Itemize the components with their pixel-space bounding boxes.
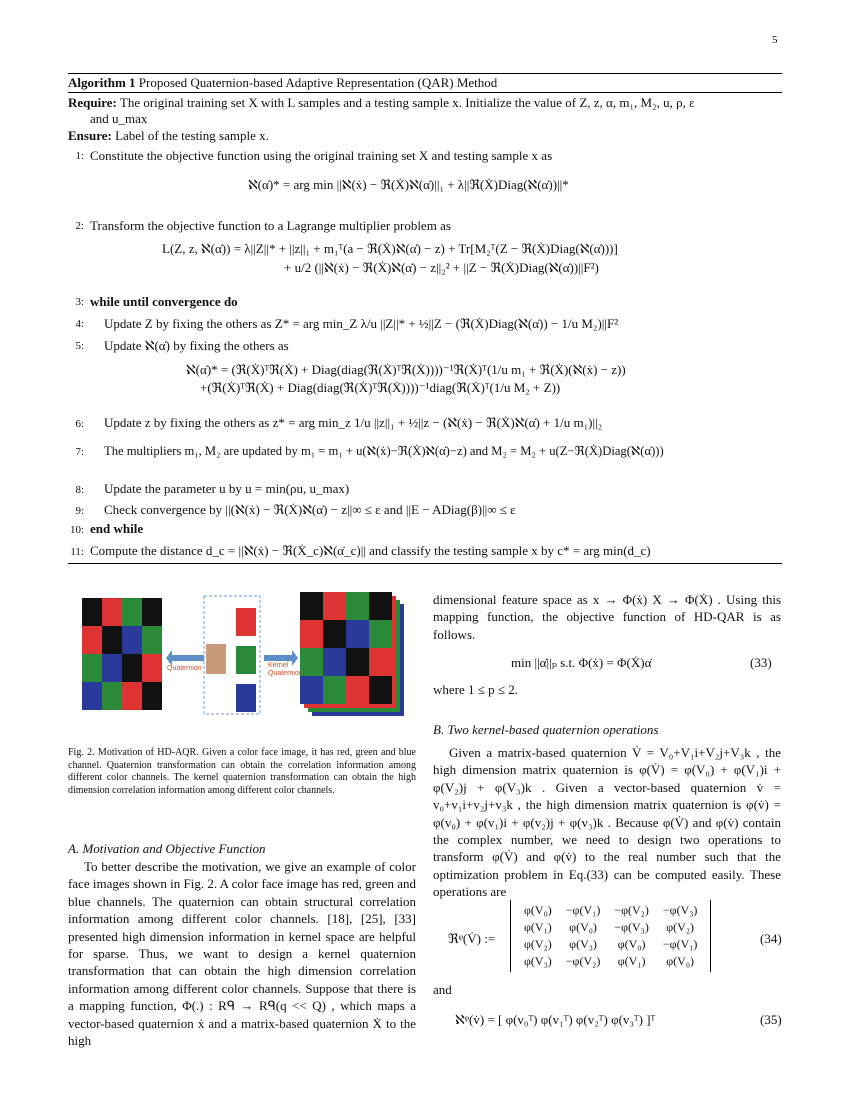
matrix-cell: φ(V₀): [524, 903, 552, 917]
figure-caption: Fig. 2. Motivation of HD-AQR. Given a color face image, it has red, green and blue channel. Quaternion transformation can obtain the correlation information among different color channels. The kernel quaternion transformation can obtain the high dimension correlation information among different color channels.: [68, 747, 416, 796]
matrix-cell: −φ(V₂): [614, 903, 649, 917]
matrix-cell: φ(V₁): [524, 920, 552, 934]
algorithm-label: Algorithm 1: [68, 75, 136, 90]
matrix-cell: −φ(V₃): [614, 920, 649, 934]
algorithm-bottom-rule: [68, 563, 782, 564]
figure-illustration: [80, 592, 410, 717]
matrix-cell: φ(V₂): [524, 937, 552, 951]
require-label: Require:: [68, 95, 117, 110]
matrix-cell: φ(V₃): [569, 937, 597, 951]
equation-33: min ||α̇||ₚ s.t. Φ(ẋ) = Φ(Ẋ)α̇: [511, 655, 652, 670]
equation-lagrange-2: + u/2 (||ℵ(ẋ) − ℜ(Ẋ)ℵ(α̇) − z||₂² + ||Z − ℜ(Ẋ)Diag(ℵ(α̇))||F²): [284, 260, 599, 275]
ensure-label: Ensure:: [68, 128, 112, 143]
step-number: 1:: [75, 150, 84, 162]
algorithm-mid-rule: [68, 92, 782, 93]
color-face-grid: [82, 598, 162, 710]
matrix-cell: φ(V₀): [666, 954, 695, 968]
step-text: Check convergence by ||(ℵ(ẋ) − ℜ(Ẋ)ℵ(α̇) − z||∞ ≤ ε and ||E − ADiag(β)||∞ ≤ ε: [104, 502, 516, 517]
matrix-cell: φ(V₃): [524, 954, 552, 968]
step-text: Compute the distance d_c = ||ℵ(ẋ) − ℜ(Ẋ_c)ℵ(α̇_c)|| and classify the testing sample x by c* = arg min(d_c): [90, 543, 651, 558]
step-number: 2:: [75, 220, 84, 232]
matrix-cell: φ(V₁): [617, 954, 646, 968]
page-number: 5: [772, 34, 778, 46]
algorithm-title: [68, 75, 497, 91]
ensure-line: [68, 128, 269, 144]
step-text: Transform the objective function to a Lagrange multiplier problem as: [90, 218, 451, 233]
step-text: Constitute the objective function using the original training set X and testing sample x as: [90, 148, 553, 163]
require-line-2: and u_max: [90, 111, 148, 126]
matrix-cell: φ(V₂): [666, 920, 695, 934]
step-number: 9:: [75, 505, 84, 517]
matrix-cell: −φ(V₃): [662, 903, 698, 917]
step-number: 7:: [75, 446, 84, 458]
equation-35: ℵᵠ(v̇) = [ φ(v₀ᵀ) φ(v₁ᵀ) φ(v₂ᵀ) φ(v₃ᵀ) ]ᵀ: [455, 1012, 656, 1027]
matrix-cell: −φ(V₁): [662, 937, 698, 951]
step-while: while until convergence do: [90, 294, 238, 309]
step-text: Update ℵ(α̇) by fixing the others as: [104, 338, 289, 353]
step-text: Update z by fixing the others as z* = arg min_z 1/u ||z||₁ + ½||z − (ℵ(ẋ) − ℜ(Ẋ)ℵ(α̇) + 1/u m₁)||₂: [104, 415, 603, 430]
green-channel: [236, 646, 256, 674]
equation-34-matrix: [510, 900, 711, 972]
equation-34-lhs: ℜᵠ(V̇) :=: [448, 931, 496, 946]
step-number: 3:: [75, 296, 84, 308]
matrix-cell: −φ(V₁): [565, 903, 601, 917]
matrix-cell: φ(V₀): [617, 937, 646, 951]
equation-objective: ℵ(α̇)* = arg min ||ℵ(ẋ) − ℜ(Ẋ)ℵ(α̇)||₁ + λ||ℜ(Ẋ)Diag(ℵ(α̇))||*: [248, 177, 569, 192]
where-clause: where 1 ≤ p ≤ 2.: [433, 682, 519, 697]
require-line: [68, 95, 695, 111]
step-number: 10:: [69, 524, 84, 536]
require-text: The original training set X with L samples and a testing sample x. Initialize the value of Z, z, α, m₁, M₂, u, ρ, ε: [119, 95, 695, 110]
algorithm-title-text: Proposed Quaternion-based Adaptive Representation (QAR) Method: [138, 75, 498, 90]
step-text: Update Z by fixing the others as Z* = arg min_Z λ/u ||Z||* + ½||Z − (ℜ(Ẋ)Diag(ℵ(α̇)) − 1/u M₂)||F²: [104, 316, 619, 331]
right-paragraph-1: dimensional feature space as x → Φ(ẋ) X → Φ(Ẋ) . Using this mapping function, the objective function of HD-QAR is as follows.: [433, 592, 781, 642]
step-text: The multipliers m₁, M₂ are updated by m₁ = m₁ + u(ℵ(ẋ)−ℜ(Ẋ)ℵ(α̇)−z) and M₂ = M₂ + u(Z−ℜ(Ẋ)Diag(ℵ(α̇))): [104, 444, 664, 458]
arrow-left-icon: [166, 650, 204, 666]
matrix-cell: φ(V₀): [569, 920, 597, 934]
kernel-label: Kernel: [268, 662, 289, 669]
matrix-cell: −φ(V₂): [565, 954, 601, 968]
section-a-paragraph: To better describe the motivation, we give an example of color face images shown in Fig. 2. A color face image has red, green and blue channels. The quaternion can obtain structural correlation information among different color channels. [18], [25], [33] presented high dimension information in kernel space are helpful for sparse. Thus, we want to design a kernel quaternion transformation that can obtain the high dimension correlation information among different color channels. Suppose that there is a mapping function, Φ(.) : Rᑫ → Rᑫ(q << Q) , which maps a vector-based quaternion ẋ and a matrix-based quaternion Ẋ to the high: [68, 859, 416, 1049]
equation-33-number: (33): [750, 655, 772, 670]
ensure-text: Label of the testing sample x.: [115, 128, 269, 143]
face-image: [206, 644, 226, 674]
matrix: [510, 900, 711, 972]
equation-34-number: (34): [760, 931, 782, 946]
step-number: 6:: [75, 418, 84, 430]
step-number: 5:: [75, 340, 84, 352]
right-paragraph-2: Given a matrix-based quaternion V̇ = V₀+V₁i+V₂j+V₃k , the high dimension matrix quaternion is φ(V̇) = φ(V₀) + φ(V₁)i + φ(V₂)j + φ(V₃)k . Given a vector-based quaternion v̇ = v₀+v₁i+v₂j+v₃k , the high dimension matrix quaternion is φ(v̇) = φ(v₀) + φ(v₁)i + φ(v₂)j + φ(v₃)k . Because φ(V̇) and φ(v̇) contain the complex number, we need to design two operations to transform φ(V̇) and φ(v̇) to the real number such that the optimization problem in Eq.(33) can be computed easily. These operations are: [433, 745, 781, 900]
section-b-title: B. Two kernel-based quaternion operations: [433, 722, 659, 737]
blue-channel: [236, 684, 256, 712]
equation-update-alpha-2: +(ℜ(Ẋ)ᵀℜ(Ẋ) + Diag(diag(ℜ(Ẋ)ᵀℜ(Ẋ))))⁻¹diag(ℜ(Ẋ)ᵀ(1/u M₂ + Z)): [200, 380, 561, 395]
quaternion-label: Quaternion: [167, 665, 202, 672]
equation-35-number: (35): [760, 1012, 782, 1027]
step-number: 11:: [70, 546, 84, 558]
equation-update-alpha-1: ℵ(α̇)* = (ℜ(Ẋ)ᵀℜ(Ẋ) + Diag(diag(ℜ(Ẋ)ᵀℜ(Ẋ))))⁻¹ℜ(Ẋ)ᵀ(1/u m₁ + ℜ(Ẋ)(ℵ(ẋ) − z)): [186, 362, 626, 377]
kernel-face-stack: [300, 592, 404, 716]
figure-motivation: [80, 592, 410, 717]
kernel-quaternion-label: [268, 662, 303, 678]
step-number: 4:: [75, 318, 84, 330]
step-text: Update the parameter u by u = min(ρu, u_max): [104, 481, 350, 496]
step-end-while: end while: [90, 521, 144, 536]
and-word: and: [433, 982, 452, 997]
step-number: 8:: [75, 484, 84, 496]
red-channel: [236, 608, 256, 636]
section-a-title: A. Motivation and Objective Function: [68, 841, 266, 856]
kernel-label-2: Quaternion: [268, 670, 303, 677]
algorithm-top-rule: [68, 73, 782, 74]
equation-lagrange-1: L(Z, z, ℵ(α̇)) = λ||Z||* + ||z||₁ + m₁ᵀ(a − ℜ(Ẋ)ℵ(α̇) − z) + Tr[M₂ᵀ(Z − ℜ(Ẋ)Diag(ℵ(α̇)))]: [162, 241, 618, 256]
